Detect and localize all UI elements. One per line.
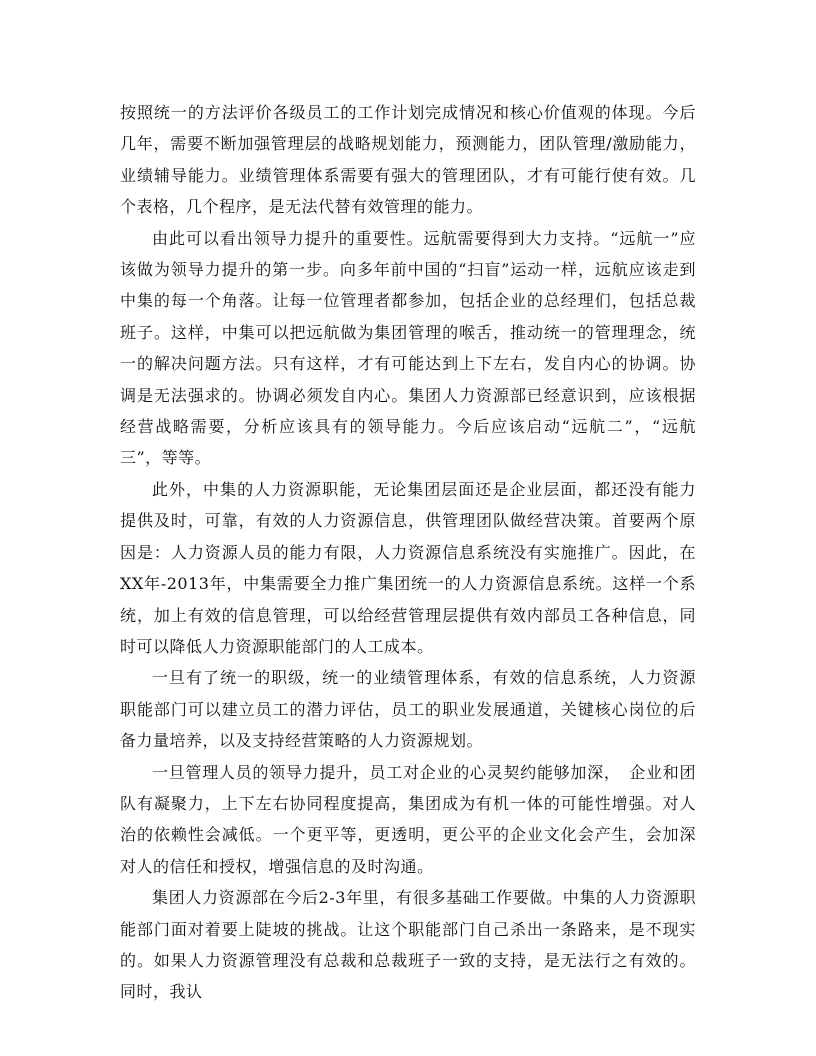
paragraph-5: 一旦管理人员的领导力提升，员工对企业的心灵契约能够加深， 企业和团队有凝聚力，上下左右协同程度提高，集团成为有机一体的可能性增强。对人治的依赖性会减低。一个更平等，更透明，更公平的企业文化会产生，会加深对人的信任和授权，增强信息的及时沟通。 bbox=[120, 762, 696, 876]
paragraph-1: 按照统一的方法评价各级员工的工作计划完成情况和核心价值观的体现。今后几年，需要不断加强管理层的战略规划能力，预测能力，团队管理/激励能力，业绩辅导能力。业绩管理体系需要有强大的管理团队，才有可能行使有效。几个表格，几个程序，是无法代替有效管理的能力。 bbox=[120, 103, 696, 217]
paragraph-3: 此外，中集的人力资源职能，无论集团层面还是企业层面，都还没有能力提供及时，可靠，有效的人力资源信息，供管理团队做经营决策。首要两个原因是：人力资源人员的能力有限，人力资源信息系统没有实施推广。因此，在XX年-2013年，中集需要全力推广集团统一的人力资源信息系统。这样一个系统，加上有效的信息管理，可以给经营管理层提供有效内部员工各种信息，同时可以降低人力资源职能部门的人工成本。 bbox=[120, 479, 696, 656]
paragraph-6: 集团人力资源部在今后2-3年里，有很多基础工作要做。中集的人力资源职能部门面对着要上陡坡的挑战。让这个职能部门自己杀出一条路来，是不现实的。如果人力资源管理没有总裁和总裁班子一致的支持，是无法行之有效的。同时，我认 bbox=[120, 888, 696, 1002]
paragraph-2: 由此可以看出领导力提升的重要性。远航需要得到大力支持。“远航一”应该做为领导力提升的第一步。向多年前中国的“扫盲”运动一样，远航应该走到中集的每一个角落。让每一位管理者都参加，包括企业的总经理们，包括总裁班子。这样，中集可以把远航做为集团管理的喉舌，推动统一的管理理念，统一的解决问题方法。只有这样，才有可能达到上下左右，发自内心的协调。协调是无法强求的。协调必须发自内心。集团人力资源部已经意识到，应该根据经营战略需要，分析应该具有的领导能力。今后应该启动“远航二”，“远航三”，等等。 bbox=[120, 228, 696, 468]
paragraph-4: 一旦有了统一的职级，统一的业绩管理体系，有效的信息系统，人力资源职能部门可以建立员工的潜力评估，员工的职业发展通道，关键核心岗位的后备力量培养，以及支持经营策略的人力资源规划。 bbox=[120, 668, 696, 751]
document-body bbox=[120, 97, 696, 1008]
